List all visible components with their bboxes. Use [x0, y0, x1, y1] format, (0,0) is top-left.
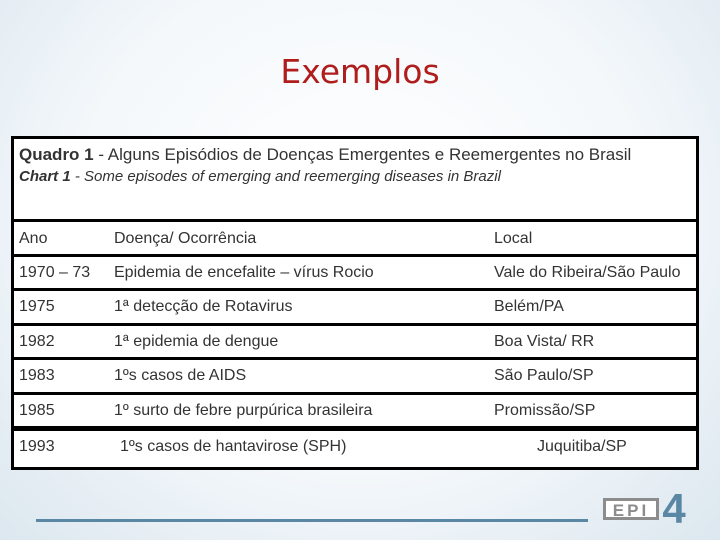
cell-local: São Paulo/SP	[494, 367, 594, 384]
cell-disease: 1ºs casos de AIDS	[114, 367, 247, 384]
cell-local: Vale do Ribeira/São Paulo	[494, 264, 681, 281]
cell-local: Boa Vista/ RR	[494, 333, 595, 350]
table-header-row	[14, 223, 696, 255]
caption-en-label: Chart 1	[19, 168, 71, 185]
cell-disease: 1ª detecção de Rotavirus	[114, 298, 293, 315]
logo-number: 4	[662, 485, 686, 526]
caption-portuguese	[19, 143, 631, 167]
table-caption	[19, 143, 631, 187]
table-row	[14, 395, 696, 427]
caption-en-text: - Some episodes of emerging and reemerging diseases in Brazil	[70, 168, 501, 185]
footer-divider	[36, 519, 588, 522]
table-divider	[14, 219, 696, 222]
cell-disease: 1ª epidemia de dengue	[114, 333, 279, 350]
cell-year: 1975	[19, 298, 55, 315]
cell-local: Belém/PA	[494, 298, 564, 315]
cell-year: 1982	[19, 333, 55, 350]
cell-local: Promissão/SP	[494, 402, 596, 419]
table-row	[14, 257, 696, 289]
table-row	[14, 291, 696, 323]
header-local: Local	[494, 230, 533, 247]
cell-year: 1993	[19, 438, 55, 455]
header-year: Ano	[19, 230, 48, 247]
caption-pt-label: Quadro 1	[19, 145, 94, 164]
table-row	[14, 360, 696, 392]
caption-pt-text: - Alguns Episódios de Doenças Emergentes e Reemergentes no Brasil	[93, 145, 632, 164]
episodes-table	[11, 136, 699, 470]
epi4-logo	[603, 484, 691, 526]
cell-local: Juquitiba/SP	[537, 438, 627, 455]
cell-year: 1985	[19, 402, 55, 419]
cell-year: 1970 – 73	[19, 264, 91, 281]
cell-disease: Epidemia de encefalite – vírus Rocio	[114, 264, 374, 281]
cell-disease: 1º surto de febre purpúrica brasileira	[114, 402, 373, 419]
table-row	[14, 326, 696, 358]
cell-disease: 1ºs casos de hantavirose (SPH)	[120, 438, 347, 455]
cell-year: 1983	[19, 367, 55, 384]
logo-text: EPI	[612, 501, 650, 520]
table-inner	[14, 139, 696, 467]
slide-title: Exemplos	[280, 52, 440, 91]
epi4-logo-mark	[603, 484, 691, 526]
caption-english	[19, 167, 631, 187]
header-disease: Doença/ Ocorrência	[114, 230, 257, 247]
table-row	[14, 431, 696, 463]
